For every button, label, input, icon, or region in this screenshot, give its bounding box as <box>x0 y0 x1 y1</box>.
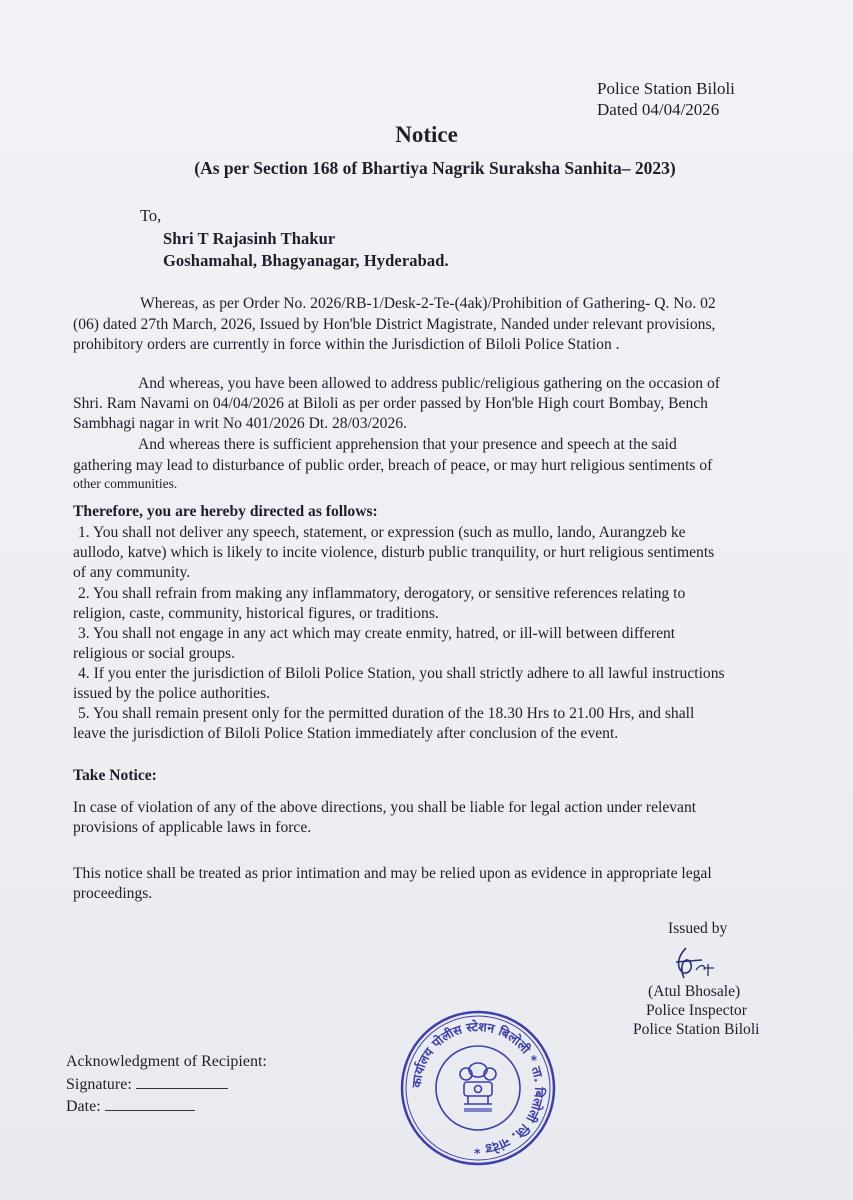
notice2-line2: proceedings. <box>73 885 153 902</box>
para3-line2: gathering may lead to disturbance of public order, breach of peace, or may hurt religious sentiments of <box>73 457 713 474</box>
notice-date: Dated 04/04/2026 <box>597 100 720 119</box>
ack-heading: Acknowledgment of Recipient: <box>66 1053 267 1070</box>
para1-line2: (06) dated 27th March, 2026, Issued by Hon'ble District Magistrate, Nanded under relevant provisions, <box>73 316 716 333</box>
ack-signature-row <box>66 1074 228 1095</box>
direction-2-line1: 2. You shall refrain from making any inflammatory, derogatory, or sensitive references relating to <box>78 585 686 602</box>
directions-heading: Therefore, you are hereby directed as follows: <box>73 503 378 520</box>
direction-2-line2: religion, caste, community, historical figures, or traditions. <box>73 605 439 622</box>
svg-text:कार्यालय पोलीस स्टेशन बिलोली * <box>409 1019 548 1157</box>
recipient-name: Shri T Rajasinh Thakur <box>163 229 336 248</box>
direction-1-line2: aullodo, katve) which is likely to incite violence, disturb public tranquility, or hurt religious sentiments <box>73 544 715 561</box>
direction-1-line3: of any community. <box>73 564 191 581</box>
direction-4-line2: issued by the police authorities. <box>73 685 271 702</box>
police-station-seal <box>398 1008 558 1168</box>
direction-3-line2: religious or social groups. <box>73 645 235 662</box>
ack-signature-label: Signature: <box>66 1076 132 1093</box>
para2-line3: Sambhagi nagar in writ No 401/2026 Dt. 28/03/2026. <box>73 415 407 432</box>
signatory-designation: Police Inspector <box>646 1002 747 1019</box>
para1-line1: Whereas, as per Order No. 2026/RB-1/Desk-2-Te-(4ak)/Prohibition of Gathering- Q. No. 02 <box>140 295 716 312</box>
direction-5-line1: 5. You shall remain present only for the permitted duration of the 18.30 Hrs to 21.00 Hrs, and shall <box>78 705 695 722</box>
take-notice-heading: Take Notice: <box>73 767 157 784</box>
ack-date-row <box>66 1096 195 1117</box>
signature-line <box>136 1074 228 1089</box>
station-name: Police Station Biloli <box>597 79 735 98</box>
header-block <box>597 78 735 120</box>
ack-date-label: Date: <box>66 1098 101 1115</box>
date-line <box>105 1096 195 1111</box>
emblem-icon <box>460 1063 496 1104</box>
para2-line2: Shri. Ram Navami on 04/04/2026 at Biloli as per order passed by Hon'ble High court Bombay, Bench <box>73 395 708 412</box>
signature-scribble-icon <box>668 942 728 982</box>
notice-title: Notice <box>395 122 458 147</box>
direction-3-line1: 3. You shall not engage in any act which may create enmity, hatred, or ill-will between different <box>78 625 676 642</box>
notice-subtitle: (As per Section 168 of Bhartiya Nagrik Suraksha Sanhita– 2023) <box>194 158 676 178</box>
notice1-line2: provisions of applicable laws in force. <box>73 819 312 836</box>
to-label: To, <box>140 206 162 225</box>
direction-1-line1: 1. You shall not deliver any speech, statement, or expression (such as mullo, lando, Aurangzeb ke <box>78 524 686 541</box>
para3-line3: other communities. <box>73 476 178 491</box>
direction-5-line2: leave the jurisdiction of Biloli Police Station immediately after conclusion of the event. <box>73 725 619 742</box>
direction-4-line1: 4. If you enter the jurisdiction of Biloli Police Station, you shall strictly adhere to all lawful instructions <box>78 665 725 682</box>
issued-by-label: Issued by <box>668 920 728 937</box>
seal-text: कार्यालय पोलीस स्टेशन बिलोली * ता. बिलोली जि. नांदेड * <box>408 1018 548 1158</box>
para3-line1: And whereas there is sufficient apprehension that your presence and speech at the said <box>138 436 677 453</box>
para1-line3: prohibitory orders are currently in force within the Jurisdiction of Biloli Police Station . <box>73 336 620 353</box>
para2-line1: And whereas, you have been allowed to address public/religious gathering on the occasion of <box>138 375 720 392</box>
recipient-address: Goshamahal, Bhagyanagar, Hyderabad. <box>163 251 449 270</box>
notice1-line1: In case of violation of any of the above directions, you shall be liable for legal action under relevant <box>73 799 697 816</box>
signatory-station: Police Station Biloli <box>633 1021 760 1038</box>
notice2-line1: This notice shall be treated as prior intimation and may be relied upon as evidence in appropriate legal <box>73 865 712 882</box>
signatory-name: (Atul Bhosale) <box>648 983 741 1000</box>
